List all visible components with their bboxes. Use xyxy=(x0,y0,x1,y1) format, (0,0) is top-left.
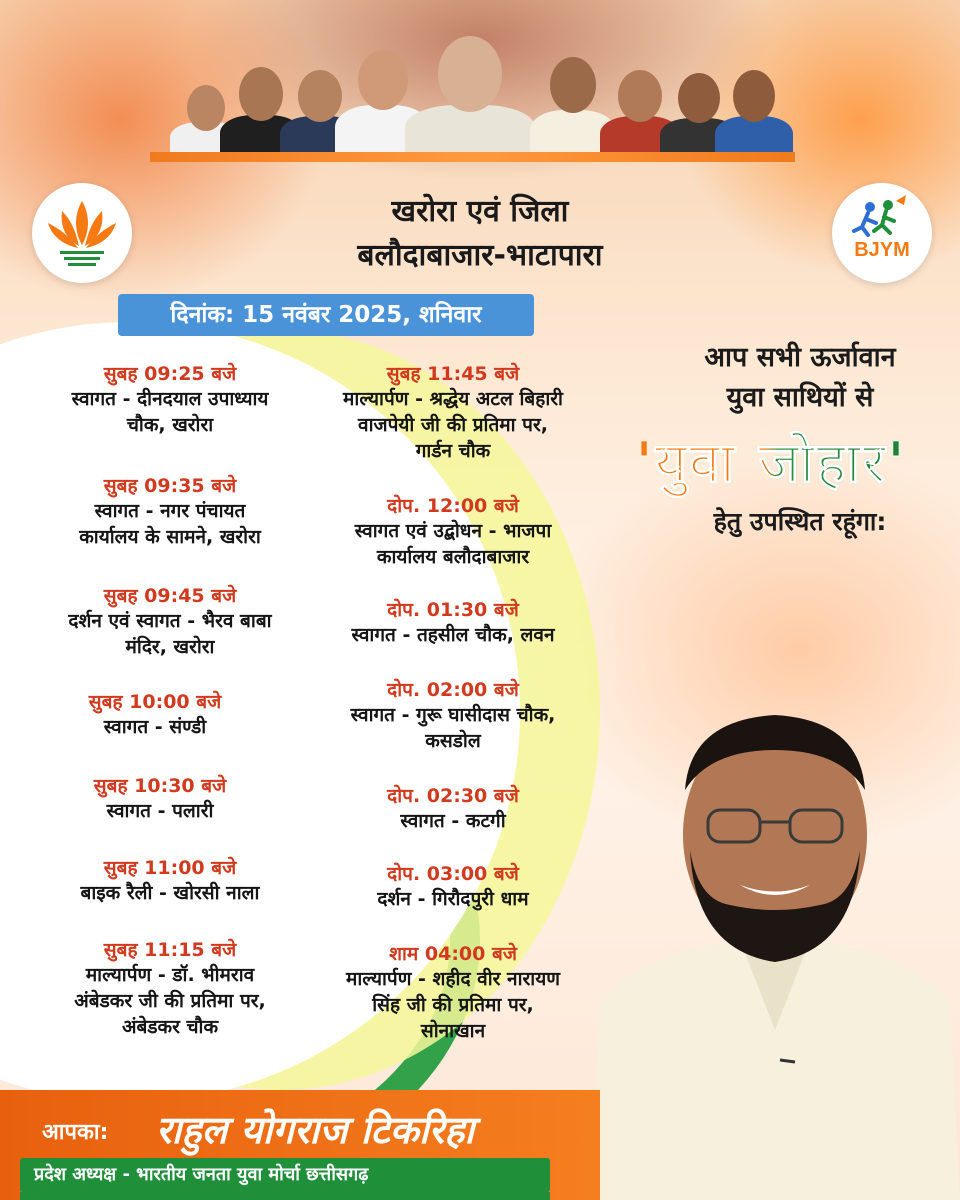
schedule-item xyxy=(15,474,325,550)
event-time: दोप. 03:00 बजे xyxy=(387,863,519,885)
event-time: सुबह 11:45 बजे xyxy=(386,363,520,385)
event-desc-line: माल्यार्पण - डॉ. भीमराव xyxy=(85,964,255,986)
message-line-1: आप सभी ऊर्जावान xyxy=(704,342,896,373)
title-line-1: खरोरा एवं जिला xyxy=(391,194,569,229)
schedule-item xyxy=(5,774,315,824)
footer-prefix: आपका: xyxy=(42,1120,109,1145)
schedule-item xyxy=(298,598,608,648)
event-desc-line: अंबेडकर चौक xyxy=(121,1016,219,1038)
leaders-photo-strip xyxy=(150,30,795,160)
lotus-icon xyxy=(32,183,132,283)
event-desc-line: मंदिर, खरोरा xyxy=(125,636,215,658)
event-desc-line: सोनाखान xyxy=(420,1020,486,1042)
event-desc-line: माल्यार्पण - श्रद्धेय अटल बिहारी xyxy=(343,388,563,410)
leaders-strip-base xyxy=(150,152,795,162)
event-desc-line: कार्यालय के सामने, खरोरा xyxy=(79,526,261,548)
event-desc-line: स्वागत - नगर पंचायत xyxy=(94,500,246,522)
event-time: सुबह 11:00 बजे xyxy=(103,857,237,879)
leader-portrait xyxy=(590,700,960,1200)
schedule-item xyxy=(15,938,325,1040)
event-time: दोप. 01:30 बजे xyxy=(387,599,519,621)
event-time: सुबह 09:25 बजे xyxy=(103,363,237,385)
footer-green-bar-strip xyxy=(20,1192,550,1200)
event-desc-line: वाजपेयी जी की प्रतिमा पर, xyxy=(358,414,548,436)
footer-designation: प्रदेश अध्यक्ष - भारतीय जनता युवा मोर्चा छत्तीसगढ़ xyxy=(34,1164,369,1185)
event-time: दोप. 02:30 बजे xyxy=(387,785,519,807)
event-desc-line: स्वागत - संण्डी xyxy=(103,716,207,738)
event-desc-line: सिंह जी की प्रतिमा पर, xyxy=(372,994,534,1016)
schedule-item xyxy=(298,678,608,754)
leader-photo-5 xyxy=(405,30,535,160)
event-time: सुबह 09:35 बजे xyxy=(103,475,237,497)
event-desc-line: कार्यालय बलौदाबाजार xyxy=(376,546,530,568)
title-line-2: बलौदाबाजार-भाटापारा xyxy=(357,238,603,273)
date-badge: दिनांक: 15 नवंबर 2025, शनिवार xyxy=(118,294,534,336)
event-desc-line: अंबेडकर जी की प्रतिमा पर, xyxy=(74,990,266,1012)
event-desc-line: स्वागत - दीनदयाल उपाध्याय xyxy=(71,388,269,410)
schedule-item xyxy=(298,942,608,1044)
event-time: दोप. 02:00 बजे xyxy=(387,679,519,701)
schedule-item xyxy=(298,784,608,834)
event-desc-line: स्वागत - तहसील चौक, लवन xyxy=(351,624,555,646)
running-figures-icon xyxy=(832,183,932,283)
event-time: सुबह 09:45 बजे xyxy=(103,585,237,607)
bjym-logo xyxy=(832,183,932,283)
event-desc-line: माल्यार्पण - शहीद वीर नारायण xyxy=(346,968,560,990)
schedule-item xyxy=(15,362,325,438)
schedule-item xyxy=(298,494,608,570)
schedule-item xyxy=(298,862,608,912)
event-desc-line: कसडोल xyxy=(425,730,481,752)
event-desc-line: दर्शन एवं स्वागत - भैरव बाबा xyxy=(68,610,272,632)
event-desc-line: स्वागत - कटगी xyxy=(400,810,506,832)
schedule-item xyxy=(298,362,608,464)
event-time: शाम 04:00 बजे xyxy=(389,943,517,965)
schedule-item xyxy=(15,584,325,660)
event-time: दोप. 12:00 बजे xyxy=(387,495,519,517)
event-desc-line: बाइक रैली - खोरसी नाला xyxy=(80,882,260,904)
event-time: सुबह 11:15 बजे xyxy=(103,939,237,961)
event-desc-line: स्वागत - गुरू घासीदास चौक, xyxy=(350,704,556,726)
bjym-logo-text: BJYM xyxy=(854,239,910,261)
message-line-2: युवा साथियों से xyxy=(726,382,874,413)
event-desc-line: गार्डन चौक xyxy=(415,440,491,462)
leader-photo-9 xyxy=(715,62,793,160)
event-desc-line: स्वागत - पलारी xyxy=(106,800,214,822)
event-desc-line: दर्शन - गिरौदपुरी धाम xyxy=(377,888,529,910)
schedule-item xyxy=(0,690,310,740)
bjp-lotus-logo xyxy=(32,183,132,283)
event-time: सुबह 10:30 बजे xyxy=(93,775,227,797)
schedule-item xyxy=(15,856,325,906)
message-line-3: हेतु उपस्थित रहूंगा: xyxy=(713,507,887,536)
event-desc-line: स्वागत एवं उद्बोधन - भाजपा xyxy=(354,520,552,542)
yuva-johar-highlight: 'युवा जोहार' xyxy=(596,424,946,504)
footer-name: राहुल योगराज टिकरिहा xyxy=(156,1108,475,1152)
event-desc-line: चौक, खरोरा xyxy=(126,414,214,436)
event-time: सुबह 10:00 बजे xyxy=(88,691,222,713)
